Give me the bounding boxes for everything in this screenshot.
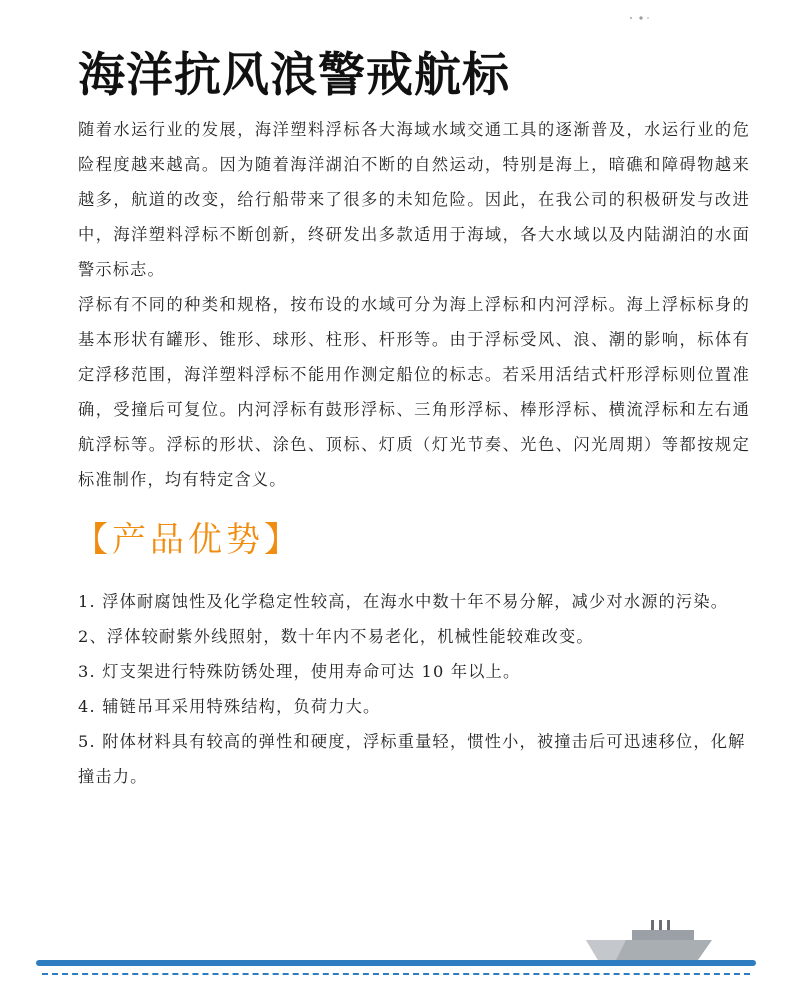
footer-wave-bar [36,960,756,966]
list-item: 5. 附体材料具有较高的弹性和硬度，浮标重量轻，惯性小，被撞击后可迅速移位，化解撞击力。 [78,732,746,786]
list-item: 1. 浮体耐腐蚀性及化学稳定性较高，在海水中数十年不易分解，减少对水源的污染。 [78,592,729,611]
list-item: 2、浮体较耐紫外线照射，数十年内不易老化，机械性能较难改变。 [78,627,594,646]
decorative-dots [628,14,652,22]
types-paragraph: 浮标有不同的种类和规格，按布设的水域可分为海上浮标和内河浮标。海上浮标标身的基本形状有罐形、锥形、球形、柱形、杆形等。由于浮标受风、浪、潮的影响，标体有定浮移范围，海洋塑料浮标不能用作测定船位的标志。若采用活结式杆形浮标则位置准确，受撞后可复位。内河浮标有鼓形浮标、三角形浮标、棒形浮标、横流浮标和左右通航浮标等。浮标的形状、涂色、顶标、灯质（灯光节奏、光色、闪光周期）等都按规定标准制作，均有特定含义。 [78,295,750,489]
intro-paragraph: 随着水运行业的发展，海洋塑料浮标各大海域水域交通工具的逐渐普及，水运行业的危险程度越来越高。因为随着海洋湖泊不断的自然运动，特别是海上，暗礁和障碍物越来越多，航道的改变，给行船带来了很多的未知危险。因此，在我公司的积极研发与改进中，海洋塑料浮标不断创新，终研发出多款适用于海域，各大水域以及内陆湖泊的水面警示标志。 [78,120,750,279]
bracket-close: 】 [264,520,302,560]
advantages-list [78,584,750,794]
bracket-open: 【 [74,520,112,560]
list-item: 4. 辅链吊耳采用特殊结构，负荷力大。 [78,697,381,716]
footer-dashed-line [42,973,750,975]
page-title: 海洋抗风浪警戒航标 [78,48,510,103]
ship-icon [586,916,716,962]
section-heading [74,512,302,561]
list-item: 3. 灯支架进行特殊防锈处理，使用寿命可达 10 年以上。 [78,662,521,681]
section-title: 产品优势 [112,520,264,560]
